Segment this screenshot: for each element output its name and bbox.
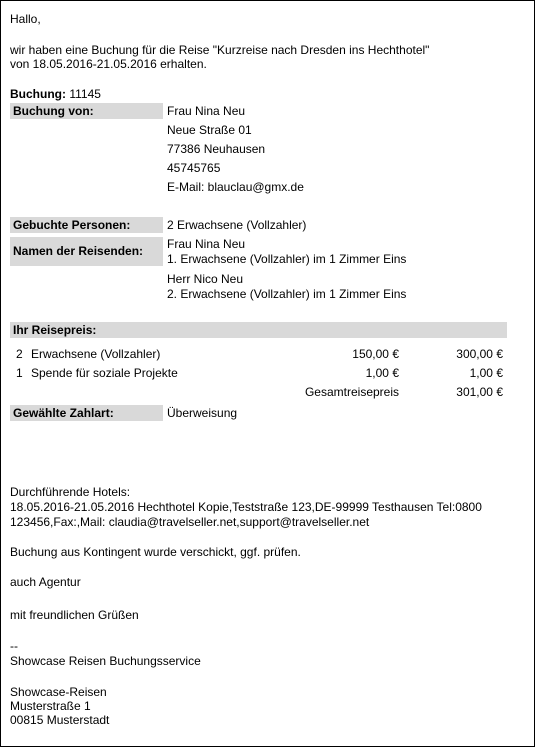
- payment-label: Gewählte Zahlart:: [10, 405, 163, 421]
- booking-number-value: 11145: [69, 87, 101, 101]
- price-item-2-desc: Spende für soziale Projekte: [31, 366, 178, 380]
- customer-phone: 45745765: [167, 161, 221, 175]
- signature-company: Showcase-Reisen: [10, 685, 107, 699]
- customer-name: Frau Nina Neu: [167, 104, 246, 118]
- booking-by-label: Buchung von:: [10, 103, 163, 119]
- closing: mit freundlichen Grüßen: [10, 608, 139, 622]
- customer-city: 77386 Neuhausen: [167, 142, 266, 156]
- price-header: Ihr Reisepreis:: [10, 322, 507, 338]
- price-item-2-qty: 1: [16, 366, 23, 380]
- price-item-1-total: 300,00 €: [456, 347, 503, 361]
- signature-city: 00815 Musterstadt: [10, 713, 110, 727]
- traveler-2-name: Herr Nico Neu: [167, 272, 244, 286]
- traveler-1-detail: 1. Erwachsene (Vollzahler) im 1 Zimmer Eins: [167, 252, 407, 266]
- price-item-1-qty: 2: [16, 347, 23, 361]
- price-item-2-total: 1,00 €: [469, 366, 503, 380]
- customer-email: E-Mail: blauclau@gmx.de: [167, 180, 304, 194]
- intro-line-1: wir haben eine Buchung für die Reise "Kurzreise nach Dresden ins Hechthotel": [10, 43, 430, 57]
- persons-label: Gebuchte Personen:: [10, 217, 163, 233]
- signature-service: Showcase Reisen Buchungsservice: [10, 654, 201, 668]
- price-total-label: Gesamtreisepreis: [304, 385, 399, 399]
- price-item-1-desc: Erwachsene (Vollzahler): [31, 347, 161, 361]
- hotels-line-2: 123456,Fax:,Mail: claudia@travelseller.net,support@travelseller.net: [10, 515, 370, 529]
- signature-dash: --: [10, 639, 18, 653]
- booking-number: [10, 87, 101, 101]
- persons-value: 2 Erwachsene (Vollzahler): [167, 218, 307, 232]
- greeting: Hallo,: [10, 12, 41, 26]
- payment-value: Überweisung: [167, 406, 238, 420]
- intro-line-2: von 18.05.2016-21.05.2016 erhalten.: [10, 57, 207, 71]
- price-item-1-unit: 150,00 €: [352, 347, 399, 361]
- hotels-line-1: 18.05.2016-21.05.2016 Hechthotel Kopie,Teststraße 123,DE-99999 Testhausen Tel:0800: [10, 500, 482, 514]
- travelers-label: Namen der Reisenden:: [10, 237, 163, 266]
- agency-note: auch Agentur: [10, 575, 81, 589]
- booking-number-label: Buchung:: [10, 87, 66, 101]
- price-total-value: 301,00 €: [456, 385, 503, 399]
- hotels-heading: Durchführende Hotels:: [10, 485, 131, 499]
- price-item-2-unit: 1,00 €: [365, 366, 399, 380]
- signature-street: Musterstraße 1: [10, 699, 91, 713]
- traveler-1-name: Frau Nina Neu: [167, 237, 246, 251]
- traveler-2-detail: 2. Erwachsene (Vollzahler) im 1 Zimmer Eins: [167, 287, 407, 301]
- contingent-notice: Buchung aus Kontingent wurde verschickt, ggf. prüfen.: [10, 545, 301, 559]
- customer-street: Neue Straße 01: [167, 123, 252, 137]
